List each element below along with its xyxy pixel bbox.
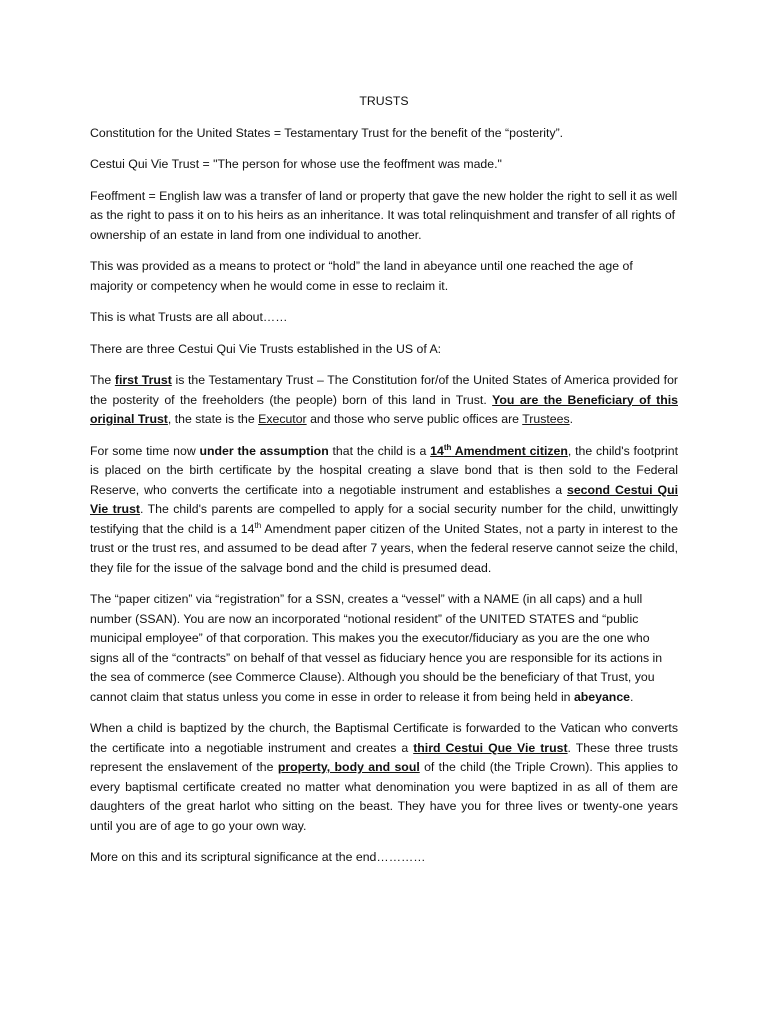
superscript: th xyxy=(443,442,452,452)
text-run: For some time now xyxy=(90,443,200,458)
text-run: . xyxy=(569,412,574,426)
paragraph-abeyance: This was provided as a means to protect or “hold” the land in abeyance until one reached the age of majority or competency when he would come in esse to reclaim it. xyxy=(90,259,633,293)
emphasis-beneficiary: You are the Beneficiary of this original Trust xyxy=(90,392,678,426)
emphasis-trustees: Trustees xyxy=(522,412,570,426)
text-run: that the child is a xyxy=(328,443,431,458)
text-run: 14 xyxy=(430,443,444,458)
text-run: The “paper citizen” via “registration” for a SSN, creates a “vessel” with a NAME (in all caps) and a hull number (SSAN). You are now an incorporated “notional resident” of the UNITED STATES and “public municipal employee” of that corporation. This makes you the executor/fiduciary as you are the one who signs all of the “contracts” on behalf of that vessel as fiduciary hence you are responsible for its actions in the sea of commerce (see Commerce Clause). Although you should be the beneficiary of that Trust, you cannot claim that status unless you come in esse in order to release it from being held in xyxy=(90,592,663,704)
paragraph-second-trust xyxy=(90,442,678,579)
emphasis-assumption: under the assumption xyxy=(199,443,329,458)
paragraph-feoffment: Feoffment = English law was a transfer of land or property that gave the new holder the right to sell it as well as the right to pass it on to his heirs as an inheritance. It was total relinquishment and transfer of all rights of ownership of an estate in land from one individual to another. xyxy=(90,188,678,242)
emphasis-first-trust: first Trust xyxy=(114,373,172,387)
text-run: , the child's footprint is placed on the birth certificate by the hospital creating a slave bond that is then sold to the Federal Reserve, who converts the certificate into a negotiable instrument and establishes a xyxy=(90,443,678,497)
text-run: and those who serve public offices are xyxy=(306,412,523,426)
superscript: th xyxy=(254,520,262,530)
emphasis-second-trust: second Cestui Qui Vie trust xyxy=(90,482,678,516)
paragraph-more-at-end: More on this and its scriptural significance at the end………… xyxy=(90,850,426,864)
text-run: . xyxy=(630,689,634,704)
paragraph-paper-citizen xyxy=(90,590,678,707)
paragraph-three-trusts: There are three Cestui Qui Vie Trusts established in the US of A: xyxy=(90,341,442,356)
text-run: The xyxy=(90,373,115,387)
emphasis-executor: Executor xyxy=(258,412,307,426)
text-run: When a child is baptized by the church, the Baptismal Certificate is forwarded to the Vatican who converts the certificate into a negotiable instrument and creates a xyxy=(90,721,678,755)
emphasis-amendment-citizen xyxy=(430,444,568,458)
text-run: Amendment paper citizen of the United States, not a party in interest to the trust or the trust res, and assumed to be dead after 7 years, when the federal reserve cannot seize the child, they file for the issue of the salvage bond and the child is presumed dead. xyxy=(90,521,678,575)
paragraph-cestui-definition: Cestui Qui Vie Trust = "The person for whose use the feoffment was made." xyxy=(90,157,502,171)
paragraph-third-trust xyxy=(90,719,678,836)
text-run: is the Testamentary Trust – The Constitution for/of the United States of America provided for the posterity of the freeholders (the people) born of this land in Trust. xyxy=(90,373,679,407)
paragraph-constitution: Constitution for the United States = Testamentary Trust for the benefit of the “posterity”. xyxy=(90,125,564,140)
text-run: . These three trusts represent the enslavement of the xyxy=(90,740,678,774)
text-run: Amendment citizen xyxy=(451,443,568,458)
document-title: TRUSTS xyxy=(359,94,409,108)
emphasis-abeyance: abeyance xyxy=(573,689,630,704)
emphasis-third-trust: third Cestui Que Vie trust xyxy=(413,740,568,755)
paragraph-first-trust xyxy=(90,371,678,430)
paragraph-trusts-about: This is what Trusts are all about…… xyxy=(90,310,288,324)
emphasis-property-body-soul: property, body and soul xyxy=(277,760,420,774)
text-run: , the state is the xyxy=(167,412,259,426)
text-run: of the child (the Triple Crown). This applies to every baptismal certificate created no matter what denomination you were baptized in as all of them are daughters of the great harlot who sitting on the beast. They have you for three lives or twenty-one years until you are of age to go your own way. xyxy=(90,760,678,833)
text-run: . The child's parents are compelled to apply for a social security number for the child, unwittingly testifying that the child is a 14 xyxy=(90,502,678,536)
